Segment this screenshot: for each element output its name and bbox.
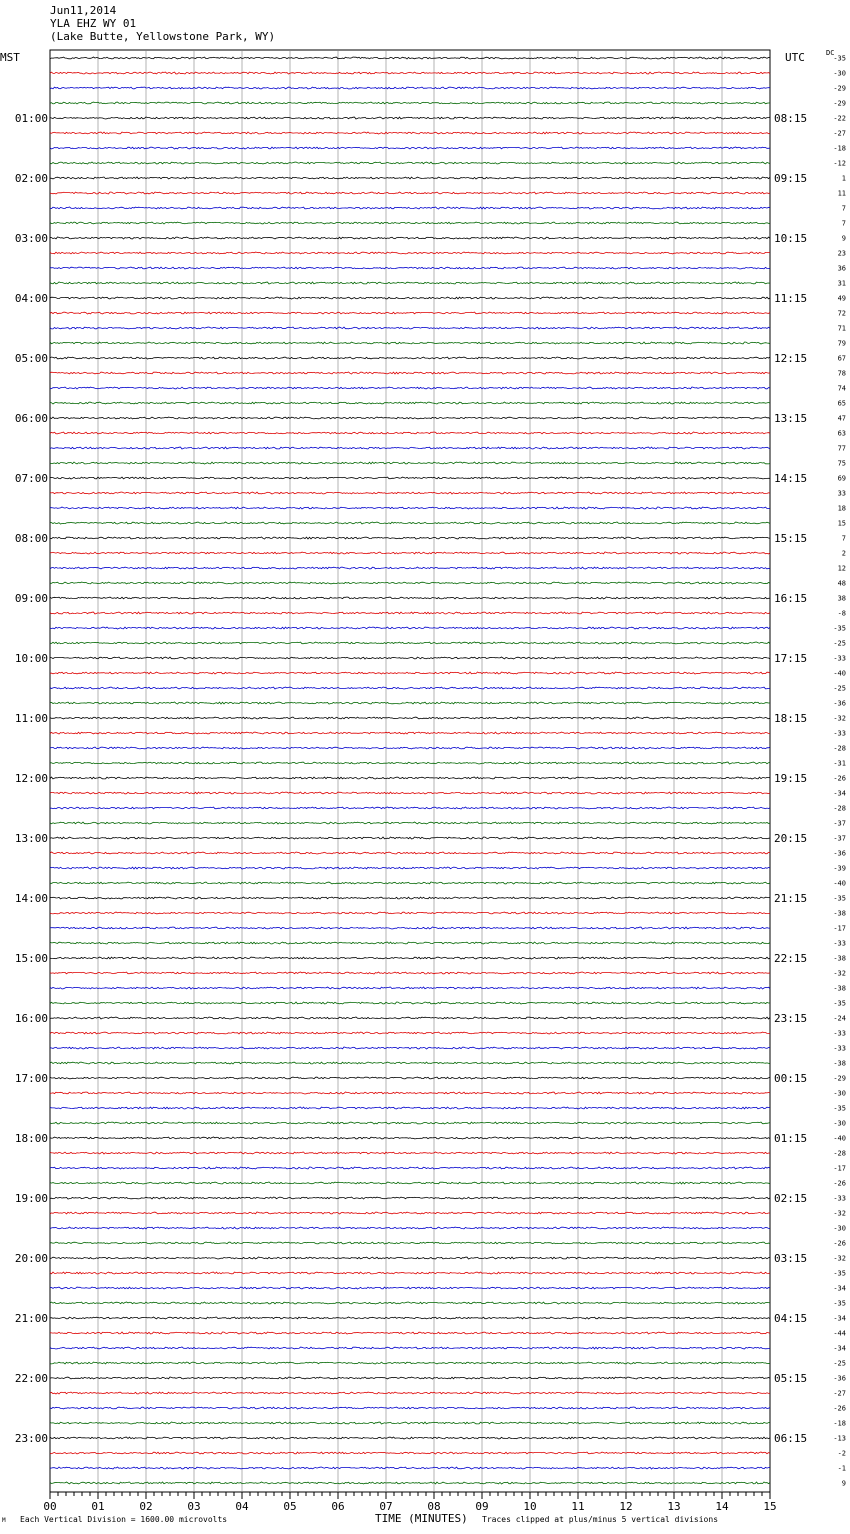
x-tick-label: 08: [427, 1500, 441, 1513]
hour-label-utc: 15:15: [774, 532, 808, 545]
seismic-trace: [50, 582, 770, 584]
hour-label-utc: 05:15: [774, 1372, 808, 1385]
dc-offset-label: -29: [833, 99, 846, 108]
dc-offset-label: 7: [841, 534, 846, 543]
seismic-trace: [50, 897, 770, 899]
dc-offset-label: -33: [833, 1029, 846, 1038]
left-timezone-label: MST: [0, 51, 20, 64]
seismic-trace: [50, 1137, 770, 1139]
seismic-trace: [50, 1377, 770, 1379]
dc-offset-label: -34: [833, 1314, 846, 1323]
dc-offset-label: -34: [833, 789, 846, 798]
seismic-trace: [50, 1047, 770, 1049]
dc-offset-label: -28: [833, 804, 846, 813]
dc-offset-label: 47: [837, 414, 846, 423]
seismic-trace: [50, 387, 770, 389]
seismic-trace: [50, 732, 770, 734]
dc-offset-label: -26: [833, 1239, 846, 1248]
hour-label-local: 07:00: [14, 472, 48, 485]
seismic-trace: [50, 792, 770, 794]
dc-offset-label: 36: [837, 264, 846, 273]
seismic-trace: [50, 312, 770, 314]
seismic-trace: [50, 162, 770, 164]
dc-offset-label: -26: [833, 1179, 846, 1188]
dc-offset-label: -35: [833, 1104, 846, 1113]
clip-note: Traces clipped at plus/minus 5 vertical divisions: [482, 1515, 719, 1524]
hour-label-local: 16:00: [14, 1012, 48, 1025]
dc-offset-label: -29: [833, 84, 846, 93]
dc-offset-label: -30: [833, 1224, 846, 1233]
hour-label-local: 12:00: [14, 772, 48, 785]
dc-offset-label: -26: [833, 774, 846, 783]
dc-offset-label: -34: [833, 1344, 846, 1353]
dc-offset-label: -35: [833, 999, 846, 1008]
dc-offset-label: -37: [833, 834, 846, 843]
seismic-trace: [50, 1482, 770, 1484]
seismic-trace: [50, 132, 770, 134]
seismic-trace: [50, 87, 770, 89]
dc-offset-label: -25: [833, 639, 846, 648]
dc-offset-label: -38: [833, 954, 846, 963]
seismic-trace: [50, 432, 770, 434]
dc-offset-label: -28: [833, 1149, 846, 1158]
dc-offset-label: -36: [833, 1374, 846, 1383]
seismic-trace: [50, 492, 770, 494]
dc-offset-label: 72: [837, 309, 846, 318]
seismic-trace: [50, 297, 770, 299]
x-tick-label: 13: [667, 1500, 681, 1513]
seismic-trace: [50, 762, 770, 764]
seismic-trace: [50, 552, 770, 554]
hour-label-utc: 06:15: [774, 1432, 808, 1445]
hour-label-utc: 13:15: [774, 412, 808, 425]
seismic-trace: [50, 1272, 770, 1274]
hour-label-local: 04:00: [14, 292, 48, 305]
hour-label-utc: 11:15: [774, 292, 808, 305]
dc-offset-label: 33: [837, 489, 846, 498]
seismic-trace: [50, 1212, 770, 1214]
dc-offset-label: -36: [833, 699, 846, 708]
dc-offset-label: -17: [833, 1164, 846, 1173]
seismic-trace: [50, 687, 770, 689]
seismic-trace: [50, 1077, 770, 1079]
seismic-trace: [50, 567, 770, 569]
dc-offset-label: 12: [837, 564, 846, 573]
dc-offset-label: 67: [837, 354, 846, 363]
x-tick-label: 09: [475, 1500, 489, 1513]
dc-offset-label: -35: [833, 624, 846, 633]
plot-frame: [50, 50, 770, 1492]
seismic-trace: [50, 507, 770, 509]
seismic-trace: [50, 1002, 770, 1004]
dc-offset-label: -18: [833, 1419, 846, 1428]
hour-label-utc: 10:15: [774, 232, 808, 245]
dc-offset-label: -12: [833, 159, 846, 168]
scale-note: Each Vertical Division = 1600.00 microvolts: [20, 1515, 228, 1524]
dc-offset-label: 9: [841, 234, 846, 243]
dc-offset-label: -24: [833, 1014, 846, 1023]
seismic-trace: [50, 1392, 770, 1394]
seismic-trace: [50, 1347, 770, 1349]
x-axis-label: TIME (MINUTES): [375, 1512, 468, 1525]
dc-offset-label: -25: [833, 684, 846, 693]
seismic-trace: [50, 627, 770, 629]
seismic-trace: [50, 807, 770, 809]
hour-label-local: 11:00: [14, 712, 48, 725]
seismic-trace: [50, 57, 770, 59]
dc-offset-label: -39: [833, 864, 846, 873]
seismic-trace: [50, 222, 770, 224]
hour-label-local: 03:00: [14, 232, 48, 245]
seismic-trace: [50, 237, 770, 239]
hour-label-utc: 12:15: [774, 352, 808, 365]
dc-offset-label: -35: [833, 54, 846, 63]
seismic-trace: [50, 522, 770, 524]
dc-offset-label: 77: [837, 444, 846, 453]
x-tick-label: 14: [715, 1500, 729, 1513]
seismic-trace: [50, 102, 770, 104]
dc-offset-label: 69: [837, 474, 846, 483]
x-tick-label: 02: [139, 1500, 153, 1513]
dc-offset-label: 48: [837, 579, 846, 588]
seismic-trace: [50, 822, 770, 824]
dc-offset-label: -8: [837, 609, 846, 618]
seismic-trace: [50, 1257, 770, 1259]
dc-offset-label: -27: [833, 1389, 846, 1398]
dc-offset-label: -17: [833, 924, 846, 933]
seismic-trace: [50, 1152, 770, 1154]
hour-label-utc: 09:15: [774, 172, 808, 185]
dc-offset-label: 65: [837, 399, 846, 408]
seismic-trace: [50, 1287, 770, 1289]
dc-offset-label: -40: [833, 1134, 846, 1143]
station-code: YLA EHZ WY 01: [50, 17, 137, 30]
seismic-trace: [50, 177, 770, 179]
dc-offset-label: -30: [833, 1119, 846, 1128]
seismic-trace: [50, 1242, 770, 1244]
hour-label-utc: 18:15: [774, 712, 808, 725]
dc-offset-label: 78: [837, 369, 846, 378]
x-tick-label: 10: [523, 1500, 537, 1513]
seismic-trace: [50, 1062, 770, 1064]
seismic-trace: [50, 927, 770, 929]
seismic-trace: [50, 462, 770, 464]
dc-offset-label: 63: [837, 429, 846, 438]
seismic-trace: [50, 957, 770, 959]
seismic-trace: [50, 147, 770, 149]
x-tick-label: 06: [331, 1500, 345, 1513]
seismic-trace: [50, 672, 770, 674]
hour-label-utc: 20:15: [774, 832, 808, 845]
seismic-trace: [50, 357, 770, 359]
x-tick-label: 12: [619, 1500, 633, 1513]
seismic-trace: [50, 702, 770, 704]
hour-label-utc: 17:15: [774, 652, 808, 665]
dc-offset-label: 75: [837, 459, 846, 468]
dc-offset-label: -2: [837, 1449, 846, 1458]
dc-offset-label: 71: [837, 324, 846, 333]
dc-offset-label: -1: [837, 1464, 846, 1473]
hour-label-utc: 02:15: [774, 1192, 808, 1205]
seismic-trace: [50, 1467, 770, 1469]
dc-offset-label: 11: [837, 189, 846, 198]
seismic-trace: [50, 1452, 770, 1454]
seismic-trace: [50, 1227, 770, 1229]
seismic-trace: [50, 1317, 770, 1319]
seismic-trace: [50, 417, 770, 419]
dc-offset-label: -33: [833, 654, 846, 663]
hour-label-local: 15:00: [14, 952, 48, 965]
seismic-trace: [50, 537, 770, 539]
seismic-trace: [50, 327, 770, 329]
dc-offset-label: 15: [837, 519, 846, 528]
dc-offset-header: DC: [826, 49, 835, 57]
seismic-trace: [50, 372, 770, 374]
plot-date: Jun11,2014: [50, 4, 117, 17]
x-tick-label: 03: [187, 1500, 201, 1513]
dc-offset-label: -32: [833, 1254, 846, 1263]
hour-label-local: 06:00: [14, 412, 48, 425]
dc-offset-label: -35: [833, 1299, 846, 1308]
dc-offset-label: -33: [833, 939, 846, 948]
seismic-trace: [50, 1092, 770, 1094]
dc-offset-label: -29: [833, 1074, 846, 1083]
seismic-trace: [50, 1167, 770, 1169]
x-tick-label: 07: [379, 1500, 393, 1513]
hour-label-utc: 00:15: [774, 1072, 808, 1085]
dc-offset-label: -36: [833, 849, 846, 858]
seismic-trace: [50, 1197, 770, 1199]
hour-label-local: 10:00: [14, 652, 48, 665]
hour-label-utc: 22:15: [774, 952, 808, 965]
hour-label-utc: 04:15: [774, 1312, 808, 1325]
station-location: (Lake Butte, Yellowstone Park, WY): [50, 30, 276, 43]
dc-offset-label: -30: [833, 69, 846, 78]
hour-label-local: 19:00: [14, 1192, 48, 1205]
seismic-trace: [50, 72, 770, 74]
dc-offset-label: -35: [833, 1269, 846, 1278]
x-tick-label: 15: [763, 1500, 777, 1513]
hour-label-utc: 23:15: [774, 1012, 808, 1025]
seismic-trace: [50, 1407, 770, 1409]
dc-offset-label: 7: [841, 204, 846, 213]
seismic-trace: [50, 1107, 770, 1109]
dc-offset-label: -44: [833, 1329, 846, 1338]
dc-offset-label: 7: [841, 219, 846, 228]
hour-label-local: 01:00: [14, 112, 48, 125]
dc-offset-label: -25: [833, 1359, 846, 1368]
dc-offset-label: -30: [833, 1089, 846, 1098]
dc-offset-label: -35: [833, 894, 846, 903]
x-tick-label: 05: [283, 1500, 297, 1513]
dc-offset-label: 38: [837, 594, 846, 603]
seismic-trace: [50, 342, 770, 344]
seismic-trace: [50, 1437, 770, 1439]
seismic-trace: [50, 1032, 770, 1034]
hour-label-utc: 16:15: [774, 592, 808, 605]
hour-label-utc: 19:15: [774, 772, 808, 785]
seismic-trace: [50, 477, 770, 479]
seismic-trace: [50, 252, 770, 254]
seismic-trace: [50, 192, 770, 194]
seismic-trace: [50, 1362, 770, 1364]
dc-offset-label: -38: [833, 984, 846, 993]
dc-offset-label: -22: [833, 114, 846, 123]
seismic-trace: [50, 852, 770, 854]
hour-label-local: 13:00: [14, 832, 48, 845]
hour-label-local: 22:00: [14, 1372, 48, 1385]
dc-offset-label: -31: [833, 759, 846, 768]
hour-label-utc: 01:15: [774, 1132, 808, 1145]
seismic-trace: [50, 1302, 770, 1304]
dc-offset-label: 2: [841, 549, 846, 558]
hour-label-local: 23:00: [14, 1432, 48, 1445]
dc-offset-label: -33: [833, 1194, 846, 1203]
dc-offset-label: -37: [833, 819, 846, 828]
dc-offset-label: -40: [833, 879, 846, 888]
seismic-trace: [50, 282, 770, 284]
hour-label-local: 05:00: [14, 352, 48, 365]
x-tick-label: 11: [571, 1500, 585, 1513]
hour-label-local: 08:00: [14, 532, 48, 545]
dc-offset-label: 18: [837, 504, 846, 513]
seismic-trace: [50, 267, 770, 269]
seismic-trace: [50, 942, 770, 944]
dc-offset-label: 49: [837, 294, 846, 303]
seismic-trace: [50, 207, 770, 209]
seismic-trace: [50, 987, 770, 989]
hour-label-local: 21:00: [14, 1312, 48, 1325]
seismic-trace: [50, 747, 770, 749]
x-tick-label: 04: [235, 1500, 249, 1513]
hour-label-utc: 08:15: [774, 112, 808, 125]
seismic-trace: [50, 642, 770, 644]
x-tick-label: 01: [91, 1500, 105, 1513]
hour-label-local: 14:00: [14, 892, 48, 905]
hour-label-local: 18:00: [14, 1132, 48, 1145]
seismic-trace: [50, 657, 770, 659]
dc-offset-label: 74: [837, 384, 846, 393]
seismic-trace: [50, 1332, 770, 1334]
dc-offset-label: -38: [833, 909, 846, 918]
dc-offset-label: -38: [833, 1059, 846, 1068]
dc-offset-label: -32: [833, 714, 846, 723]
dc-offset-label: -28: [833, 744, 846, 753]
dc-offset-label: -40: [833, 669, 846, 678]
dc-offset-label: -32: [833, 969, 846, 978]
hour-label-utc: 21:15: [774, 892, 808, 905]
dc-offset-label: -33: [833, 1044, 846, 1053]
dc-offset-label: 79: [837, 339, 846, 348]
corner-mark: M: [2, 1517, 6, 1524]
hour-label-local: 09:00: [14, 592, 48, 605]
seismic-trace: [50, 1182, 770, 1184]
seismic-trace: [50, 777, 770, 779]
dc-offset-label: 31: [837, 279, 846, 288]
hour-label-local: 20:00: [14, 1252, 48, 1265]
seismic-trace: [50, 882, 770, 884]
dc-offset-label: -26: [833, 1404, 846, 1413]
hour-label-utc: 03:15: [774, 1252, 808, 1265]
dc-offset-label: -18: [833, 144, 846, 153]
dc-offset-label: -32: [833, 1209, 846, 1218]
dc-offset-label: -13: [833, 1434, 846, 1443]
seismic-trace: [50, 1122, 770, 1124]
seismic-trace: [50, 597, 770, 599]
seismic-trace: [50, 972, 770, 974]
hour-label-utc: 14:15: [774, 472, 808, 485]
dc-offset-label: -27: [833, 129, 846, 138]
dc-offset-label: 23: [837, 249, 846, 258]
seismic-trace: [50, 717, 770, 719]
dc-offset-label: -33: [833, 729, 846, 738]
seismic-trace: [50, 1422, 770, 1424]
hour-label-local: 17:00: [14, 1072, 48, 1085]
seismic-trace: [50, 117, 770, 119]
seismic-trace: [50, 612, 770, 614]
hour-label-local: 02:00: [14, 172, 48, 185]
seismic-trace: [50, 447, 770, 449]
seismic-trace: [50, 867, 770, 869]
seismic-trace: [50, 402, 770, 404]
seismic-trace: [50, 837, 770, 839]
dc-offset-label: -34: [833, 1284, 846, 1293]
seismic-trace: [50, 912, 770, 914]
dc-offset-label: 1: [841, 174, 846, 183]
seismic-trace: [50, 1017, 770, 1019]
x-tick-label: 00: [43, 1500, 57, 1513]
right-timezone-label: UTC: [785, 51, 805, 64]
dc-offset-label: 9: [841, 1479, 846, 1488]
